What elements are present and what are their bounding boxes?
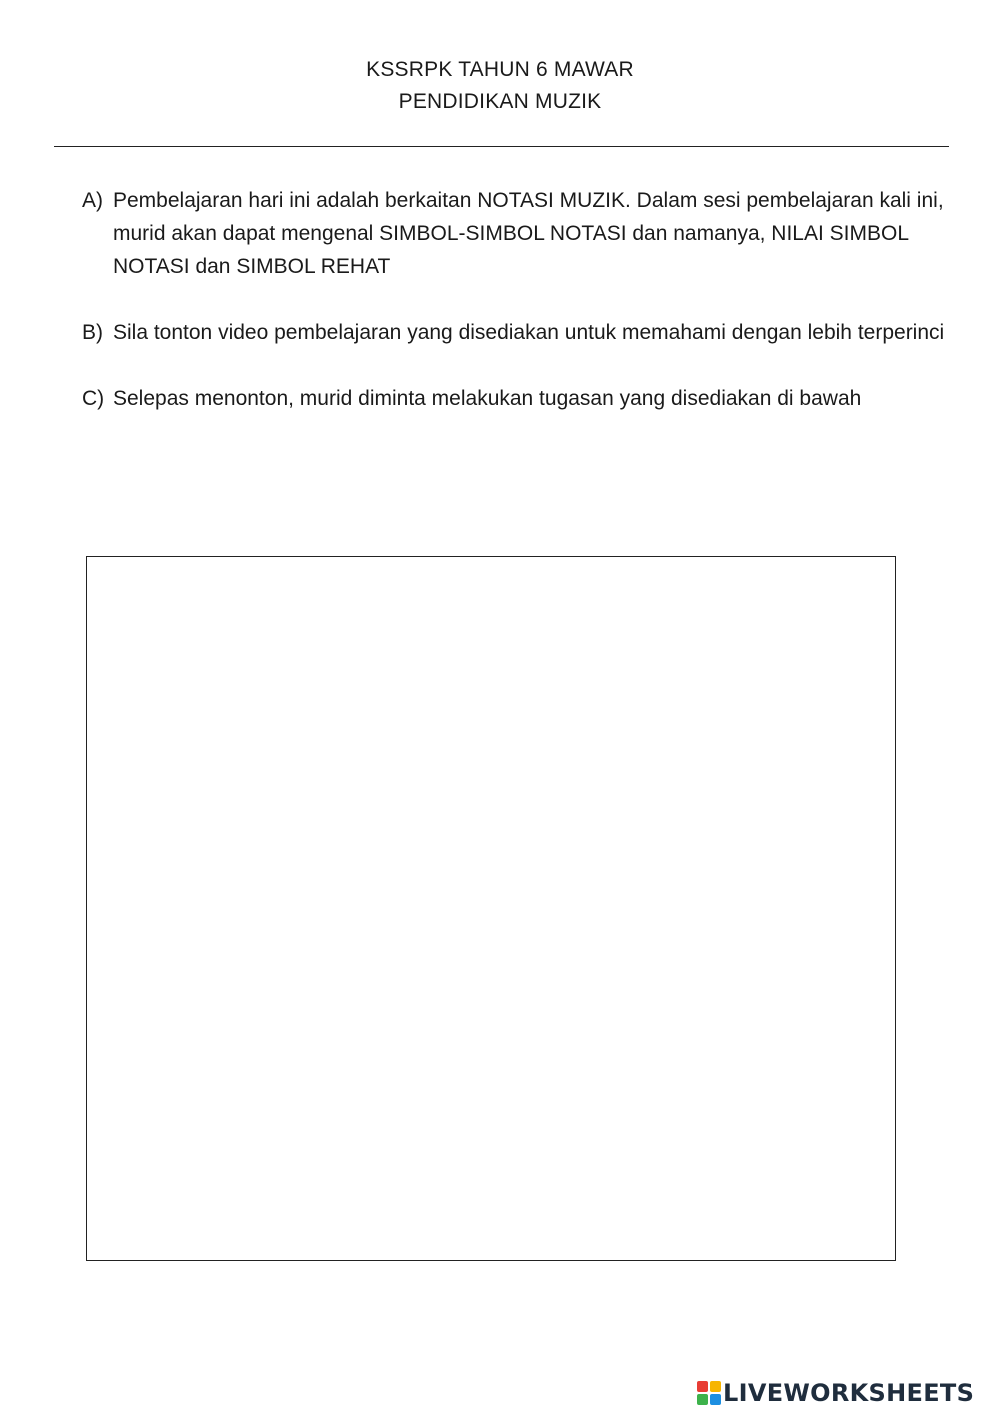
header-class-title: KSSRPK TAHUN 6 MAWAR [366,58,634,81]
liveworksheets-branding [697,1378,974,1408]
instruction-list [82,184,952,448]
instruction-item-b [82,316,952,349]
task-content-box[interactable] [86,556,896,1261]
logo-square-green [697,1394,708,1405]
instruction-item-a [82,184,952,283]
instruction-text: Selepas menonton, murid diminta melakukan tugasan yang disediakan di bawah [113,387,862,410]
header-divider [54,146,949,147]
instruction-item-c [82,382,952,415]
instruction-marker: A) [82,189,103,212]
instruction-marker: B) [82,321,103,344]
instruction-marker: C) [82,387,105,410]
instruction-text: Sila tonton video pembelajaran yang disediakan untuk memahami dengan lebih terperinci [113,321,945,344]
header-subject-title: PENDIDIKAN MUZIK [398,90,602,113]
logo-square-yellow [710,1381,721,1392]
instruction-text: Pembelajaran hari ini adalah berkaitan NOTASI MUZIK. Dalam sesi pembelajaran kali ini, murid akan dapat mengenal SIMBOL-SIMBOL NOTASI dan namanya, NILAI SIMBOL NOTASI dan SIMBOL REHAT [113,189,944,278]
liveworksheets-wordmark: LIVEWORKSHEETS [723,1379,975,1407]
liveworksheets-logo-icon [697,1381,721,1405]
worksheet-header [0,54,1000,118]
logo-square-blue [710,1394,721,1405]
logo-square-red [697,1381,708,1392]
